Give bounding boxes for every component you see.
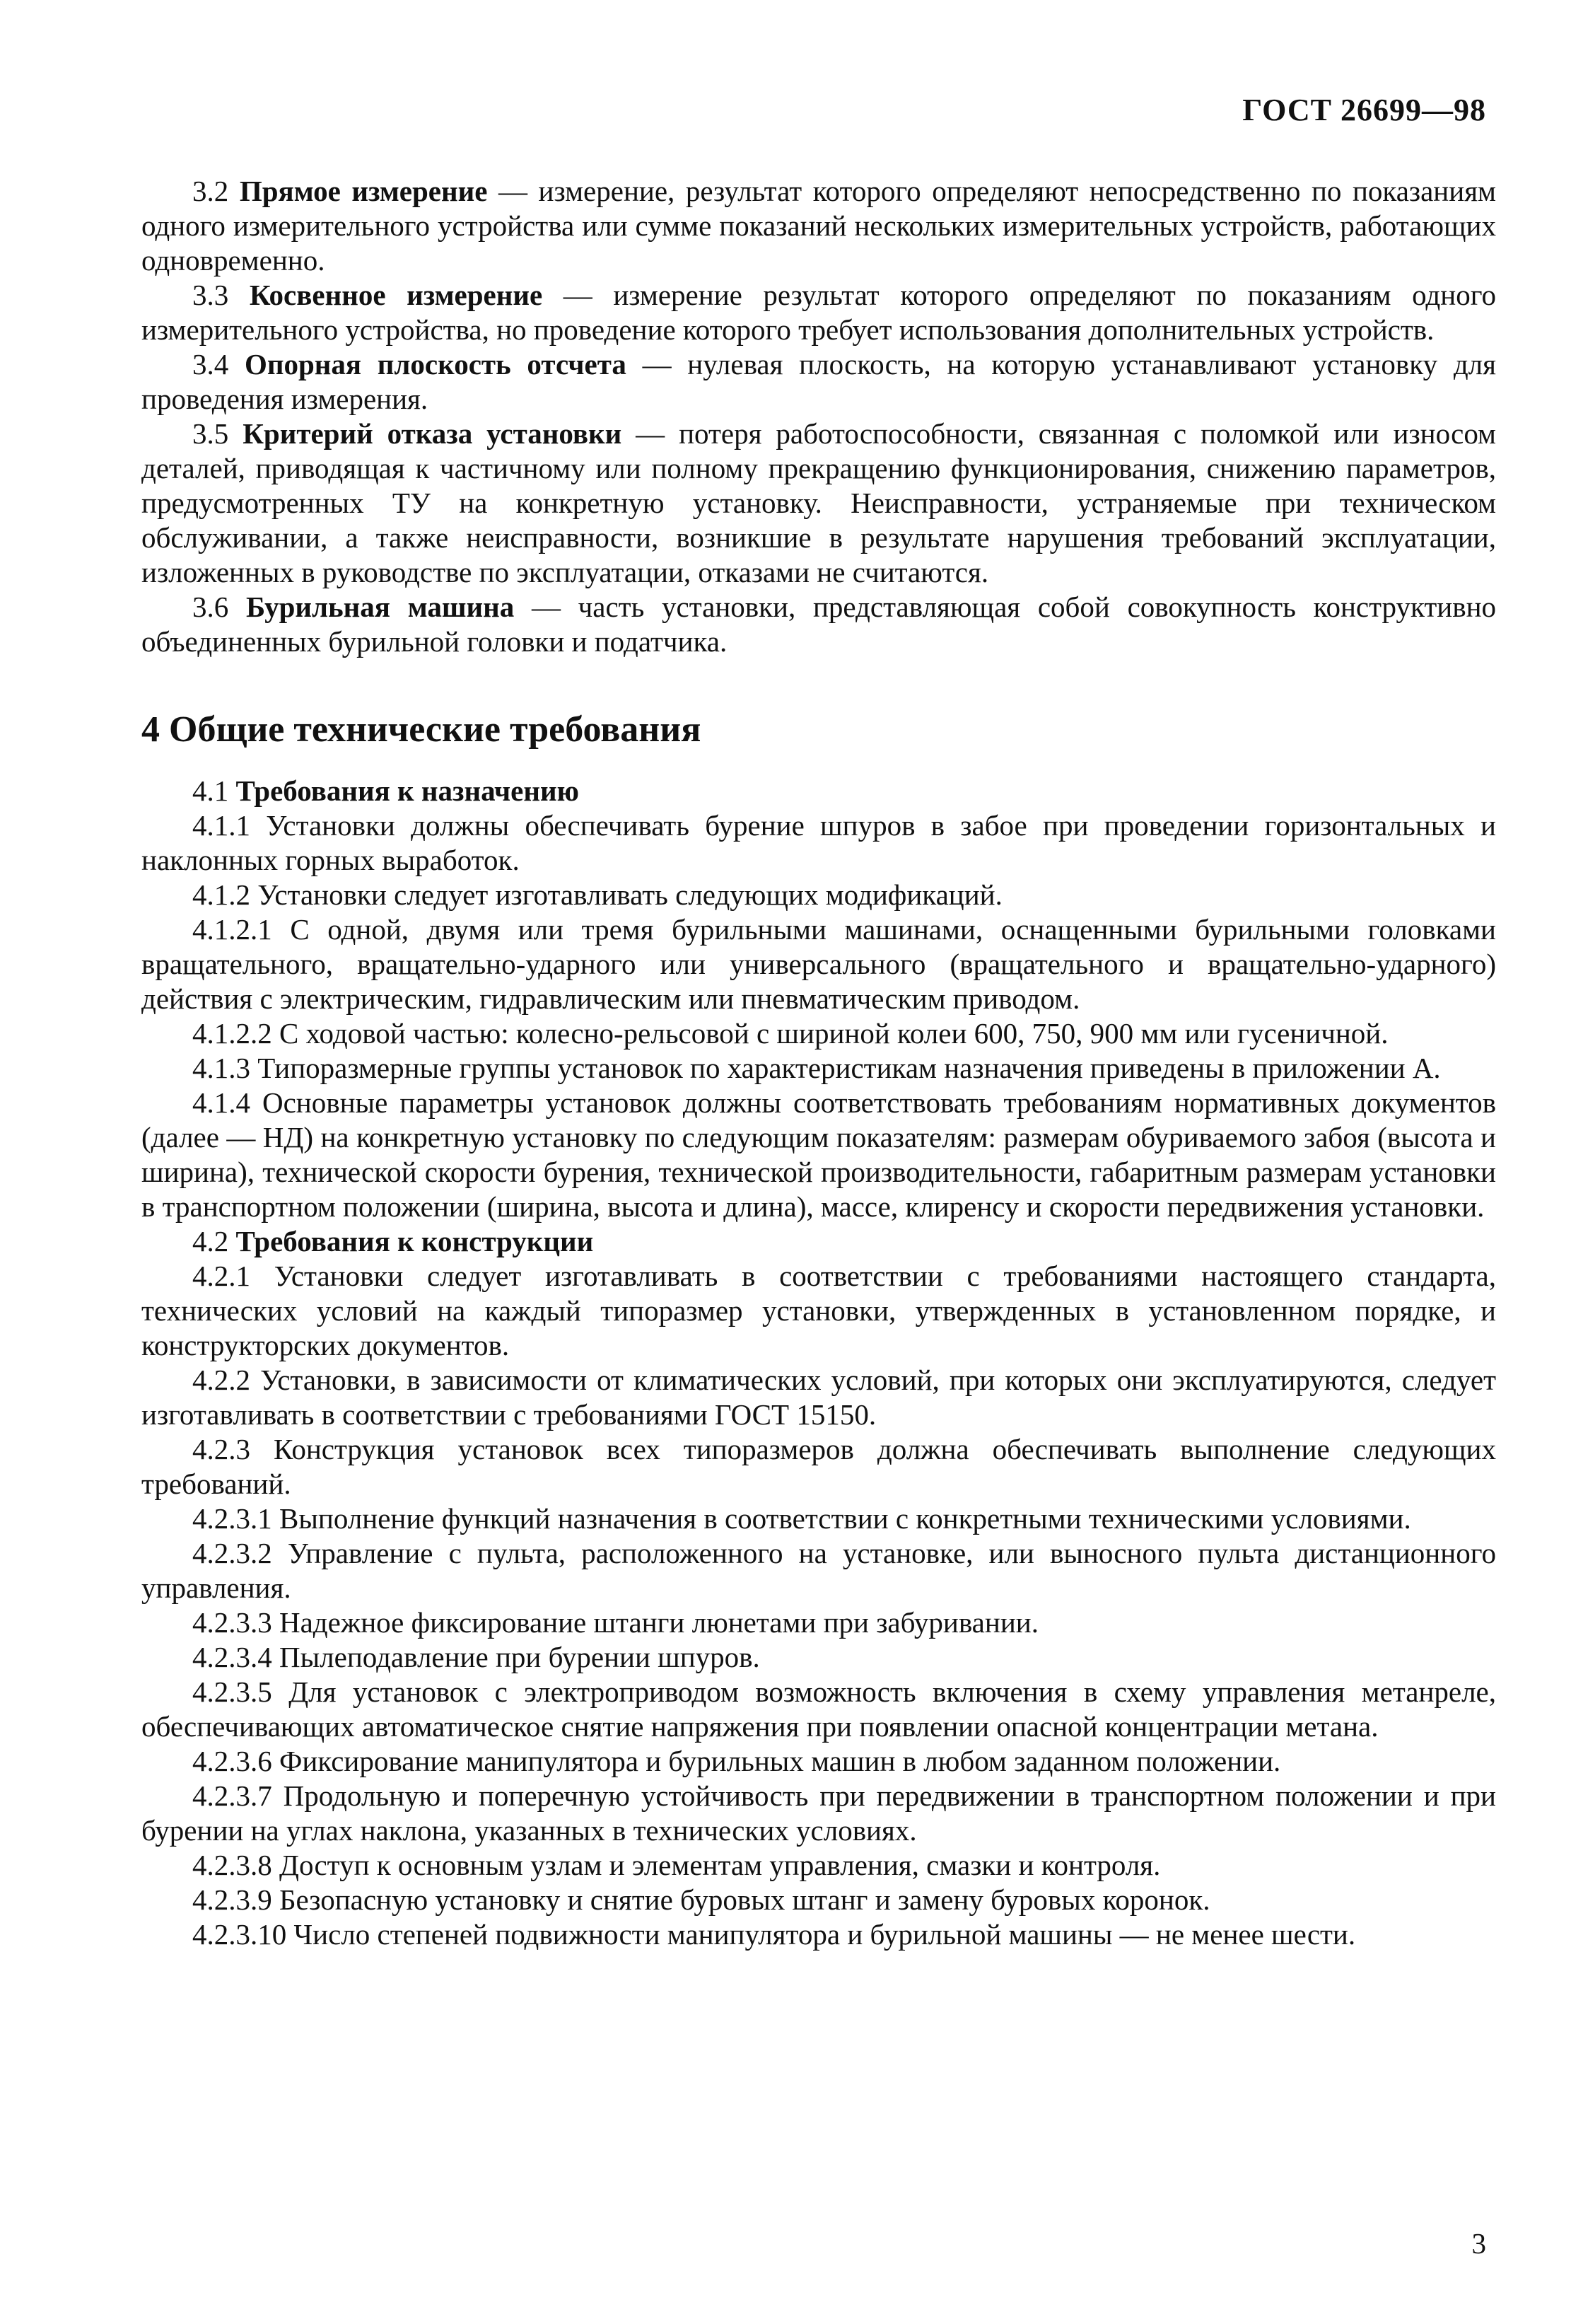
definition-term: Прямое измерение [239, 175, 488, 207]
definition-3-6 [141, 590, 1496, 659]
subsection-number: 4.1 [192, 774, 229, 807]
definition-text: — часть установки, представляющая собой совокупность конструктивно объединенных бурильной головки и податчика. [141, 591, 1497, 658]
section-heading: 4 Общие технические требования [141, 709, 701, 750]
page-number: 3 [1471, 2227, 1486, 2260]
definition-text: — измерение, результат которого определяют непосредственно по показаниям одного измерительного устройства или сумме показаний нескольких измерительных устройств, работающих одновременно. [141, 175, 1496, 277]
definition-term: Бурильная машина [245, 591, 515, 623]
paragraph-4-2-3-3: 4.2.3.3 Надежное фиксирование штанги люнетами при забуривании. [192, 1606, 1039, 1639]
definition-number: 3.3 [192, 279, 229, 311]
definition-3-2 [141, 174, 1496, 278]
definition-3-3 [141, 278, 1496, 347]
definition-term: Критерий отказа установки [243, 417, 622, 450]
definition-3-5 [141, 417, 1496, 590]
paragraph-4-1-1: 4.1.1 Установки должны обеспечивать бурение шпуров в забое при проведении горизонтальных и наклонных горных выработок. [141, 809, 1496, 876]
definition-term: Опорная плоскость отсчета [244, 348, 626, 380]
paragraph-4-2-3-10: 4.2.3.10 Число степеней подвижности манипулятора и бурильной машины — не менее шести. [192, 1918, 1356, 1951]
definition-text: — потеря работоспособности, связанная с поломкой или износом деталей, приводящая к частичному или полному прекращению функционирования, снижению параметров, предусмотренных ТУ на конкретную установку. Неисправности, устраняемые при техническом обслуживании, а также неисправности, возникшие в результате нарушения требований эксплуатации, изложенных в руководстве по эксплуатации, отказами не считаются. [141, 417, 1497, 588]
paragraph-4-2-1: 4.2.1 Установки следует изготавливать в соответствии с требованиями настоящего стандарта, технических условий на каждый типоразмер установки, утвержденных в установленном порядке, и конструкторских документов. [141, 1260, 1496, 1361]
definition-number: 3.4 [192, 348, 229, 380]
subsection-number: 4.2 [192, 1225, 229, 1257]
paragraph-4-2-3-1: 4.2.3.1 Выполнение функций назначения в соответствии с конкретными техническими условиями. [192, 1502, 1411, 1535]
subsection-title: Требования к конструкции [235, 1225, 594, 1257]
paragraph-4-2-3-6: 4.2.3.6 Фиксирование манипулятора и бурильных машин в любом заданном положении. [192, 1745, 1281, 1777]
definition-term: Косвенное измерение [249, 279, 543, 311]
subsection-4-2-title [141, 1224, 1496, 1259]
paragraph-4-2-3-4: 4.2.3.4 Пылеподавление при бурении шпуров. [192, 1641, 760, 1673]
paragraph-4-2-3-9: 4.2.3.9 Безопасную установку и снятие буровых штанг и замену буровых коронок. [192, 1883, 1210, 1916]
definition-text: — измерение результат которого определяют по показаниям одного измерительного устройства, но проведение которого требует использования дополнительных устройств. [141, 279, 1496, 346]
paragraph-4-2-2: 4.2.2 Установки, в зависимости от климатических условий, при которых они эксплуатируются, следует изготавливать в соответствии с требованиями ГОСТ 15150. [141, 1364, 1496, 1431]
paragraph-4-2-3-7: 4.2.3.7 Продольную и поперечную устойчивость при передвижении в транспортном положении и при бурении на углах наклона, указанных в технических условиях. [141, 1779, 1496, 1847]
definition-3-4 [141, 347, 1496, 417]
paragraph-4-1-2: 4.1.2 Установки следует изготавливать следующих модификаций. [192, 878, 1003, 911]
definition-number: 3.6 [192, 591, 229, 623]
document-id: ГОСТ 26699—98 [1242, 93, 1486, 127]
paragraph-4-1-4: 4.1.4 Основные параметры установок должны соответствовать требованиям нормативных документов (далее — НД) на конкретную установку по следующим показателям: размерам обуриваемого забоя (высота и ширина), технической скорости бурения, технической производительности, габаритным размерам установки в транспортном положении (ширина, высота и длина), массе, клиренсу и скорости передвижения установки. [141, 1086, 1496, 1223]
definition-text: — нулевая плоскость, на которую устанавливают установку для проведения измерения. [141, 348, 1496, 415]
paragraph-4-2-3-5: 4.2.3.5 Для установок с электроприводом возможность включения в схему управления метанреле, обеспечивающих автоматическое снятие напряжения при появлении опасной концентрации метана. [141, 1675, 1496, 1743]
paragraph-4-2-3-8: 4.2.3.8 Доступ к основным узлам и элементам управления, смазки и контроля. [192, 1849, 1161, 1881]
paragraph-4-2-3: 4.2.3 Конструкция установок всех типоразмеров должна обеспечивать выполнение следующих требований. [141, 1433, 1496, 1500]
page-body [141, 174, 1496, 1952]
subsection-4-1-title [141, 774, 1496, 808]
subsection-title: Требования к назначению [235, 774, 579, 807]
paragraph-4-1-3: 4.1.3 Типоразмерные группы установок по характеристикам назначения приведены в приложении А. [192, 1052, 1441, 1084]
definition-number: 3.2 [192, 175, 229, 207]
paragraph-4-1-2-1: 4.1.2.1 С одной, двумя или тремя бурильными машинами, оснащенными бурильными головками вращательного, вращательно-ударного или универсального (вращательного и вращательно-ударного) действия с электрическим, гидравлическим или пневматическим приводом. [141, 913, 1496, 1015]
definition-number: 3.5 [192, 417, 229, 450]
paragraph-4-2-3-2: 4.2.3.2 Управление с пульта, расположенного на установке, или выносного пульта дистанционного управления. [141, 1537, 1496, 1604]
paragraph-4-1-2-2: 4.1.2.2 С ходовой частью: колесно-рельсовой с шириной колеи 600, 750, 900 мм или гусеничной. [192, 1017, 1389, 1050]
